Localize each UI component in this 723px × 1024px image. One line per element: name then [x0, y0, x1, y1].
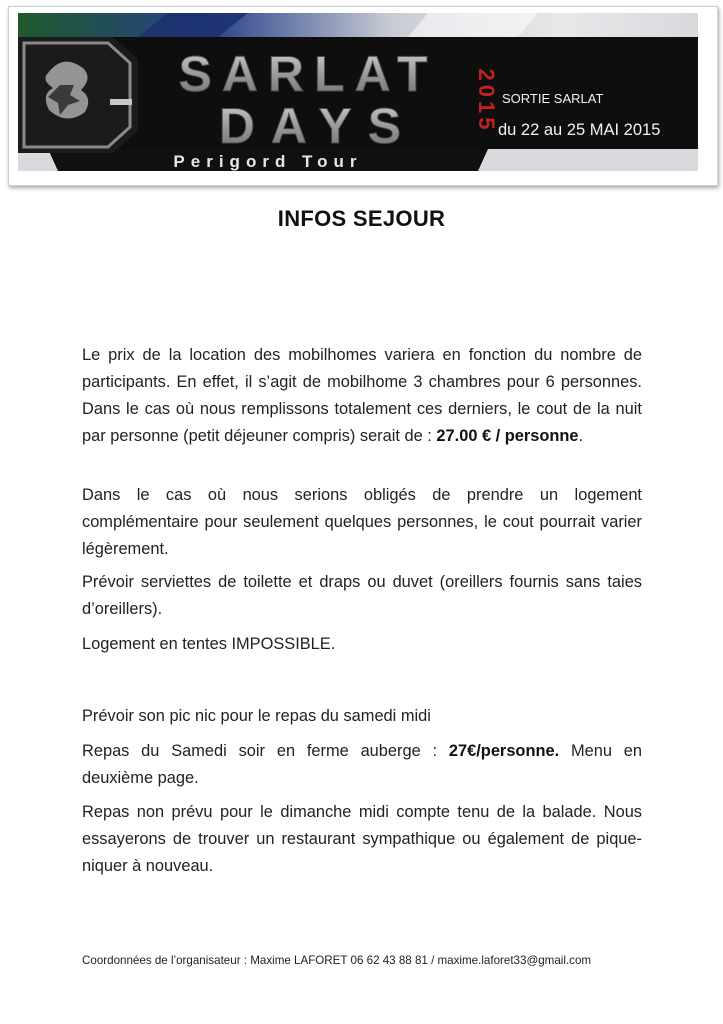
paragraph-saturday-dinner — [82, 738, 642, 792]
paragraph-tents — [82, 631, 642, 658]
banner-emblem — [18, 37, 138, 153]
event-banner — [18, 13, 698, 171]
paragraph-pricing: Le prix de la location des mobilhomes variera en fonction du nombre de participants. En effet, il s’agit de mobilhome 3 chambres pour 6 personnes. Dans le cas où nous remplissons totalement ces derniers, le cout de la nuit par personne (petit déjeuner compris) serait de : 27.00 € / personne. — [82, 346, 642, 445]
paragraph-picnic — [82, 703, 642, 730]
organizer-contact: Coordonnées de l’organisateur : Maxime LAFORET 06 62 43 88 81 / maxime.laforet33@gmail.com — [82, 954, 592, 967]
paragraph-linen — [82, 569, 642, 623]
paragraph-sunday-lunch — [82, 799, 642, 880]
saturday-dinner-text: Repas du Samedi soir en ferme auberge : — [82, 742, 438, 760]
linen-text: Prévoir serviettes de toilette et draps ou duvet (oreillers fournis sans taies d’oreillers). — [82, 573, 642, 618]
saturday-dinner-menu-note: Menu en deuxième page. — [82, 742, 642, 787]
event-dates: du 22 au 25 MAI 2015 — [498, 121, 661, 139]
pricing-amount: 27.00 € / personne — [436, 427, 579, 445]
logo-tagline: Perigord Tour — [173, 152, 363, 171]
picnic-text: Prévoir son pic nic pour le repas du samedi midi — [82, 707, 431, 725]
logo-word-sarlat: SARLAT — [178, 46, 438, 102]
event-label: SORTIE SARLAT — [502, 91, 604, 106]
logo-word-days: DAYS — [218, 98, 418, 154]
page-title: INFOS SEJOUR — [277, 206, 446, 231]
extra-lodging-text: Dans le cas où nous serions obligés de prendre un logement complémentaire pour seulement quelques personnes, le cout pourrait varier légèrement. — [82, 486, 642, 558]
sunday-lunch-text: Repas non prévu pour le dimanche midi compte tenu de la balade. Nous essayerons de trouver un restaurant sympathique ou également de pique-niquer à nouveau. — [82, 803, 642, 875]
tents-text: Logement en tentes IMPOSSIBLE. — [82, 635, 336, 653]
banner-sky-strip — [18, 13, 698, 37]
pricing-text: Le prix de la location des mobilhomes variera en fonction du nombre de participants. En effet, il s’agit de mobilhome 3 chambres pour 6 personnes. Dans le cas où nous remplissons totalement ces derniers, le cout de la nuit par personne (petit déjeuner compris) serait de : — [82, 346, 642, 445]
paragraph-extra-lodging — [82, 482, 642, 563]
saturday-dinner-price: 27€/personne. — [448, 742, 560, 760]
logo-year: 2015 — [474, 68, 499, 134]
